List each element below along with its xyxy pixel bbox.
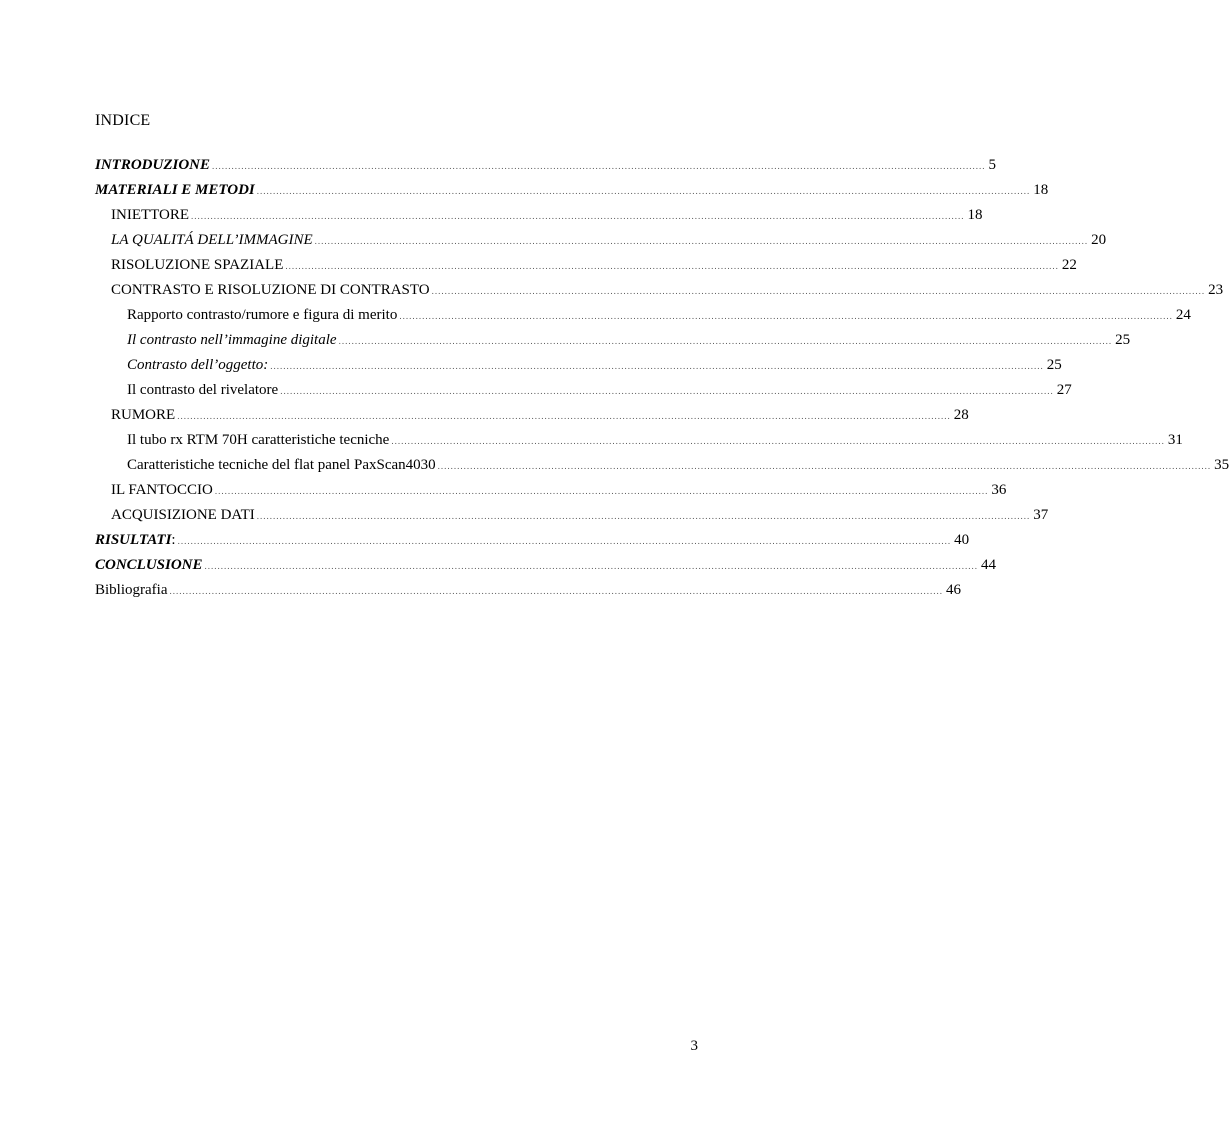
toc-entry[interactable] (95, 278, 1224, 303)
dot-leader: .............................................................................................................................................................................................................................................. (338, 336, 1113, 346)
toc-entry-page: 25 (1115, 332, 1131, 348)
toc-entry[interactable] (95, 228, 1107, 253)
toc-entry-title: INIETTORE (111, 207, 190, 223)
toc-entry-title: CONTRASTO E RISOLUZIONE DI CONTRASTO (111, 282, 430, 298)
dot-leader: .............................................................................................................................................................................................................................................. (431, 286, 1206, 296)
toc-entry-page: 5 (988, 157, 997, 173)
dot-leader: .............................................................................................................................................................................................................................................. (212, 161, 986, 171)
toc-entry-suffix: : (171, 532, 176, 548)
dot-leader: .............................................................................................................................................................................................................................................. (314, 236, 1089, 246)
toc-entry[interactable] (95, 303, 1191, 328)
toc-entry[interactable] (95, 253, 1077, 278)
toc-entry-page: 36 (991, 482, 1007, 498)
dot-leader: .............................................................................................................................................................................................................................................. (256, 186, 1031, 196)
toc-entry-title: RISULTATI (95, 532, 172, 548)
toc-entry-title: IL FANTOCCIO (111, 482, 213, 498)
toc-entry-title: Contrasto dell’oggetto: (127, 357, 269, 373)
toc-entry[interactable] (95, 153, 997, 178)
toc-entry[interactable] (95, 378, 1072, 403)
toc-entry[interactable] (95, 453, 1229, 478)
toc-entry-title: LA QUALITÁ DELL’IMMAGINE (111, 232, 313, 248)
toc-entry-page: 18 (1033, 182, 1049, 198)
toc-entry-page: 31 (1167, 432, 1183, 448)
dot-leader: .............................................................................................................................................................................................................................................. (437, 461, 1212, 471)
table-of-contents (95, 153, 1229, 603)
toc-entry[interactable] (95, 328, 1131, 353)
toc-entry[interactable] (95, 178, 1049, 203)
toc-entry-title: Caratteristiche tecniche del flat panel PaxScan4030 (127, 457, 436, 473)
dot-leader: .............................................................................................................................................................................................................................................. (280, 386, 1054, 396)
toc-entry-page: 28 (953, 407, 969, 423)
toc-entry[interactable] (95, 528, 970, 553)
toc-entry-title: RUMORE (111, 407, 176, 423)
toc-entry-title: ACQUISIZIONE DATI (111, 507, 255, 523)
dot-leader: .............................................................................................................................................................................................................................................. (256, 511, 1031, 521)
toc-entry-title: INTRODUZIONE (95, 157, 211, 173)
toc-entry[interactable] (95, 553, 997, 578)
toc-entry-page: 22 (1061, 257, 1077, 273)
dot-leader: .............................................................................................................................................................................................................................................. (391, 436, 1165, 446)
toc-entry-page: 40 (954, 532, 970, 548)
page-number: 3 (690, 1038, 698, 1054)
dot-leader: .............................................................................................................................................................................................................................................. (399, 311, 1173, 321)
toc-entry-title: CONCLUSIONE (95, 557, 203, 573)
toc-entry-title: Il contrasto del rivelatore (127, 382, 279, 398)
toc-entry-page: 18 (967, 207, 983, 223)
dot-leader: .............................................................................................................................................................................................................................................. (285, 261, 1059, 271)
dot-leader: .............................................................................................................................................................................................................................................. (177, 536, 952, 546)
dot-leader: .............................................................................................................................................................................................................................................. (169, 586, 943, 596)
toc-entry-page: 25 (1046, 357, 1062, 373)
toc-entry-page: 46 (945, 582, 961, 598)
dot-leader: .............................................................................................................................................................................................................................................. (270, 361, 1044, 371)
toc-entry[interactable] (95, 578, 961, 603)
toc-entry-page: 35 (1214, 457, 1229, 473)
toc-entry-page: 20 (1091, 232, 1107, 248)
dot-leader: .............................................................................................................................................................................................................................................. (214, 486, 989, 496)
dot-leader: .............................................................................................................................................................................................................................................. (191, 211, 965, 221)
toc-entry[interactable] (95, 428, 1183, 453)
toc-entry[interactable] (95, 353, 1062, 378)
toc-entry-title: RISOLUZIONE SPAZIALE (111, 257, 284, 273)
toc-entry-title: Il tubo rx RTM 70H caratteristiche tecniche (127, 432, 390, 448)
toc-entry[interactable] (95, 503, 1049, 528)
dot-leader: .............................................................................................................................................................................................................................................. (177, 411, 951, 421)
toc-heading: INDICE (95, 112, 151, 129)
toc-entry-title: Bibliografia (95, 582, 168, 598)
dot-leader: .............................................................................................................................................................................................................................................. (204, 561, 979, 571)
toc-entry[interactable] (95, 203, 983, 228)
toc-entry-page: 23 (1208, 282, 1224, 298)
toc-entry[interactable] (95, 403, 969, 428)
toc-entry-page: 44 (981, 557, 997, 573)
toc-entry-title: MATERIALI E METODI (95, 182, 255, 198)
toc-entry-page: 37 (1033, 507, 1049, 523)
toc-entry-page: 24 (1175, 307, 1191, 323)
toc-entry[interactable] (95, 478, 1007, 503)
toc-entry-page: 27 (1056, 382, 1072, 398)
toc-entry-title: Rapporto contrasto/rumore e figura di merito (127, 307, 398, 323)
toc-entry-title: Il contrasto nell’immagine digitale (127, 332, 337, 348)
